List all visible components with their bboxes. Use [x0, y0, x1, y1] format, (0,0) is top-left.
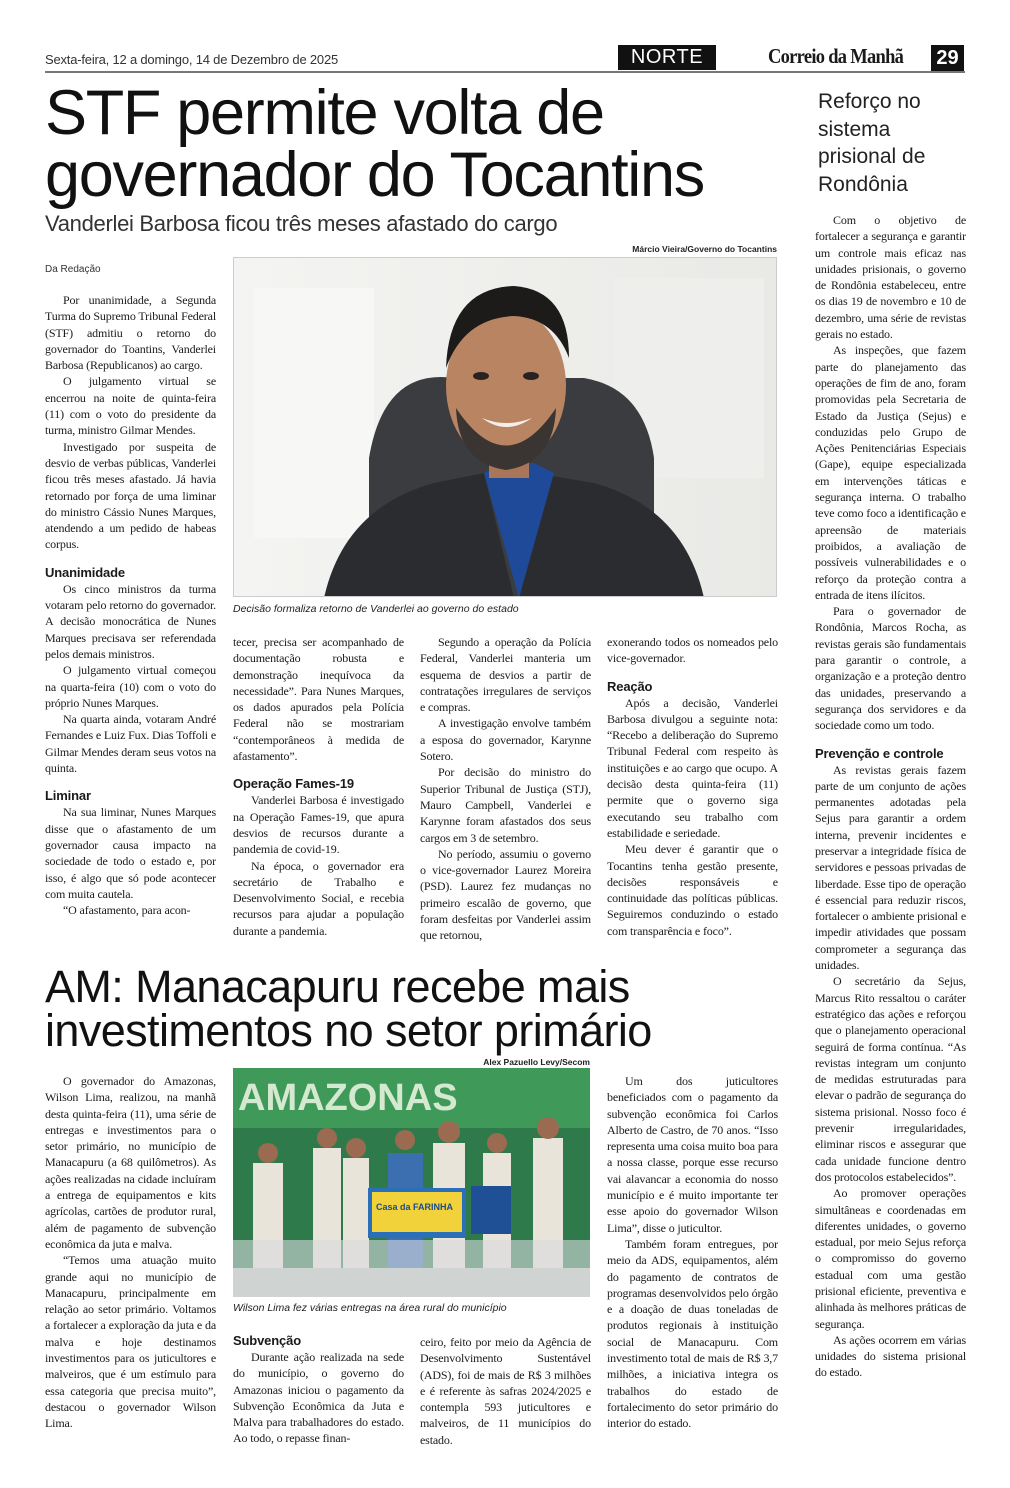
photo-signage-amazonas: AMAZONAS: [238, 1077, 458, 1119]
paragraph: O julgamento virtual se encerrou na noite de quinta-feira (11) com o voto do presidente da turma, ministro Gilmar Mendes.: [45, 374, 216, 438]
second-photo-caption: Wilson Lima fez várias entregas na área rural do município: [233, 1302, 507, 1314]
paragraph: O secretário da Sejus, Marcus Rito ressaltou o caráter estratégico das ações e reforçou que o planejamento operacional seguirá de forma contínua. “As revistas integram um conjunto de medidas estruturadas para elevar o padrão de segurança do sistema prisional. Nosso foco é prevenir irregularidades, eliminar riscos e assegurar que cada unidade funcione dentro dos protocolos estabelecidos”.: [815, 974, 966, 1184]
main-headline-line-2: governador do Tocantins: [45, 140, 704, 210]
paragraph: Segundo a operação da Polícia Federal, Vanderlei manteria um esquema de desvios a partir de contratações irregulares de serviços e compras.: [420, 635, 591, 715]
governor-photo: [233, 257, 777, 597]
second-article-column-4: [607, 1073, 778, 1432]
main-article-column-2: [233, 634, 404, 939]
paragraph: No período, assumiu o governo o vice-governador Laurez Moreira (PSD). Laurez fez mudanças no primeiro escalão de governo, que foram desfeitas por Vanderlei assim que retornou,: [420, 846, 591, 943]
second-article-column-3: [420, 1334, 591, 1448]
second-headline-line-1: AM: Manacapuru recebe mais: [45, 961, 630, 1012]
subheading: Liminar: [45, 788, 91, 804]
paragraph: Meu dever é garantir que o Tocantins tenha gestão presente, decisões responsáveis e continuidade das políticas públicas. Seguiremos conduzindo o estado com transparência e foco”.: [607, 842, 778, 938]
paragraph: Durante ação realizada na sede do município, o governo do Amazonas iniciou o pagamento da Subvenção Econômica da Juta e Malva para trabalhadores do estado. Ao todo, o repasse finan-: [233, 1350, 404, 1446]
paragraph: As ações ocorrem em várias unidades do sistema prisional do estado.: [815, 1332, 966, 1380]
subheading: Reação: [607, 678, 653, 694]
paragraph: Por decisão do ministro do Superior Tribunal de Justiça (STJ), Mauro Campbell, Vanderlei e Karynne foram afastados dos seus cargos em 3 de setembro.: [420, 765, 591, 845]
paragraph: Com o objetivo de fortalecer a segurança e garantir um controle mais eficaz nas unidades prisionais, o governo de Rondônia estabeleceu, entre os dias 19 de novembro e 10 de dezembro, uma série de revistas gerais no estado.: [815, 213, 966, 342]
main-photo-caption: Decisão formaliza retorno de Vanderlei ao governo do estado: [233, 603, 519, 615]
sidebar-article-body: [815, 212, 966, 1381]
main-article-column-4: [607, 634, 778, 939]
paragraph: tecer, precisa ser acompanhado de documentação robusta e demonstração inequívoca da necessidade”. Para Nunes Marques, os dados apurados pela Polícia Federal não se mostrariam “contemporâneos à medida de afastamento”.: [233, 635, 404, 764]
paragraph: Ao promover operações simultâneas e coordenadas em diferentes unidades, o governo estadual, por meio Sejus reforça o compromisso do governo estadual com uma gestão prisional eficiente, preventiva e alinhada às melhores práticas de segurança.: [815, 1186, 966, 1331]
paragraph: Na quarta ainda, votaram André Fernandes e Luiz Fux. Dias Toffoli e Gilmar Mendes deram seus votos na quinta.: [45, 712, 216, 776]
paragraph: Na época, o governador era secretário de Trabalho e Desenvolvimento Social, e recebia recursos para ajudar a população durante a pandemia.: [233, 858, 404, 938]
paragraph: Para o governador de Rondônia, Marcos Rocha, as revistas gerais são fundamentais para garantir o controle, a organização e a proteção dentro das unidades, preservando a segurança dos servidores e da sociedade como um todo.: [815, 604, 966, 733]
paragraph: “O afastamento, para acon-: [63, 903, 191, 918]
paragraph: Na sua liminar, Nunes Marques disse que o afastamento de um governador causa impacto na sociedade de todo o estado e, por isso, é algo que só pode acontecer com muita cautela.: [45, 805, 216, 901]
paragraph: Também foram entregues, por meio da ADS, equipamentos, além do pagamento de contratos de programas desenvolvidos pelo órgão e a doação de duas toneladas de produtos regionais à instituição social de Manacapuru. Com investimento total de mais de R$ 3,7 milhões, a iniciativa integra os trabalhos do estado de fortalecimento do setor primário do interior do estado.: [607, 1236, 778, 1431]
paragraph: O julgamento virtual começou na quarta-feira (10) com o voto do próprio Nunes Marques.: [45, 663, 216, 710]
paragraph: “Temos uma atuação muito grande aqui no município de Manacapuru, principalmente em relação ao setor primário. Voltamos a fortalecer a exploração da juta e da malva e hoje destinamos investimentos para os juticultores e malveiros, que é um estímulo para essa categoria que precisa muito”, destacou o governador Wilson Lima.: [45, 1253, 216, 1431]
second-headline: [45, 961, 652, 1056]
issue-date: Sexta-feira, 12 a domingo, 14 de Dezembro de 2025: [45, 52, 339, 67]
paragraph: Após a decisão, Vanderlei Barbosa divulgou a seguinte nota: “Recebo a deliberação do Supremo Tribunal Federal com respeito às instituições e ao cargo que ocupo. A decisão desta quinta-feira (11) permite que o governo siga executando seu trabalho com estabilidade e seriedade.: [607, 695, 778, 840]
photo-signage-casa: Casa da FARINHA: [376, 1202, 454, 1212]
paragraph: Um dos juticultores beneficiados com o pagamento da subvenção econômica foi Carlos Alberto de Castro, de 70 anos. “Isso representa uma coisa muito boa para a nossa classe, porque esse recurso vai alavancar a economia do nosso município e é muito importante ter esse apoio do governador Wilson Lima”, disse o juticultor.: [607, 1074, 778, 1235]
main-article-column-1: [45, 292, 216, 918]
paragraph: As revistas gerais fazem parte de um conjunto de ações permanentes adotadas pela Sejus para garantir a ordem interna, prevenir incidentes e preservar a integridade física de servidores e pessoas privadas de liberdade. Esse tipo de operação é essencial para reduzir riscos, fortalecer o ambiente prisional e impedir atividades que possam comprometer a segurança das unidades.: [815, 762, 966, 973]
subheading: Prevenção e controle: [815, 745, 944, 761]
second-photo-credit: Alex Pazuello Levy/Secom: [483, 1057, 590, 1067]
sidebar-headline: Reforço no sistema prisional de Rondônia: [818, 90, 926, 196]
event-photo: [233, 1068, 590, 1297]
newspaper-logo: Correio da Manhã: [768, 44, 904, 68]
main-article-column-3: [420, 634, 591, 944]
second-article-column-1: [45, 1073, 216, 1432]
paragraph: Por unanimidade, a Segunda Turma do Supremo Tribunal Federal (STF) admitiu o retorno do governador do Toantins, Vanderlei Barbosa (Republicanos) ao cargo.: [45, 293, 216, 373]
byline: Da Redação: [45, 264, 101, 275]
paragraph: exonerando todos os nomeados pelo vice-governador.: [607, 635, 778, 666]
header-rule: [45, 71, 965, 73]
section-label: NORTE: [618, 45, 716, 70]
main-photo-credit: Márcio Vieira/Governo do Tocantins: [632, 244, 777, 254]
main-headline: [45, 78, 704, 210]
subheading: Subvenção: [233, 1333, 302, 1348]
page-number: 29: [931, 45, 964, 71]
paragraph: O governador do Amazonas, Wilson Lima, realizou, na manhã desta quinta-feira (11), uma série de entregas e investimentos para o setor primário, no município de Manacapuru (a 68 quilômetros). As ações realizadas na cidade incluíram a entrega de equipamentos e kits agrícolas, cartões de produtor rural, além de pagamento de subvenção econômica da juta e malva.: [45, 1074, 216, 1251]
paragraph: A investigação envolve também a esposa do governador, Karynne Sotero.: [420, 716, 591, 764]
main-headline-line-1: STF permite volta de: [45, 78, 604, 148]
paragraph: Os cinco ministros da turma votaram pelo retorno do governador. A decisão monocrática de Nunes Marques precisava ser referendada pelos demais ministros.: [45, 581, 216, 661]
paragraph: ceiro, feito por meio da Agência de Desenvolvimento Sustentável (ADS), foi de mais de R$ 3 milhões e é referente às safras 2024/2025 e contempla 593 juticultores e malveiros, de 11 municípios do estado.: [420, 1335, 591, 1447]
subheading: Unanimidade: [45, 564, 125, 580]
paragraph: As inspeções, que fazem parte do planejamento das operações de fim de ano, foram promovidas pela Secretaria de Estado da Justiça (Sejus) e conduzidas pelo Grupo de Ações Penitenciárias Especiais (Gape), equipe especializada em intervenções táticas e segurança interna. O trabalho teve como foco a identificação e apreensão de materiais proibidos, a avaliação de possíveis vulnerabilidades e o reforço da proteção contra a entrada de itens ilícitos.: [815, 343, 966, 602]
paragraph: Vanderlei Barbosa é investigado na Operação Fames-19, que apura desvios de recursos durante a pandemia de covid-19.: [233, 793, 404, 857]
main-subtitle: Vanderlei Barbosa ficou três meses afastado do cargo: [45, 211, 558, 236]
second-article-column-2: [233, 1333, 404, 1447]
paragraph: Investigado por suspeita de desvio de verbas públicas, Vanderlei ficou três meses afastado. Já havia retornado por força de uma liminar do ministro Cássio Nunes Marques, atendendo a um pedido de habeas corpus.: [45, 439, 216, 552]
second-headline-line-2: investimentos no setor primário: [45, 1005, 652, 1056]
subheading: Operação Fames-19: [233, 776, 355, 792]
